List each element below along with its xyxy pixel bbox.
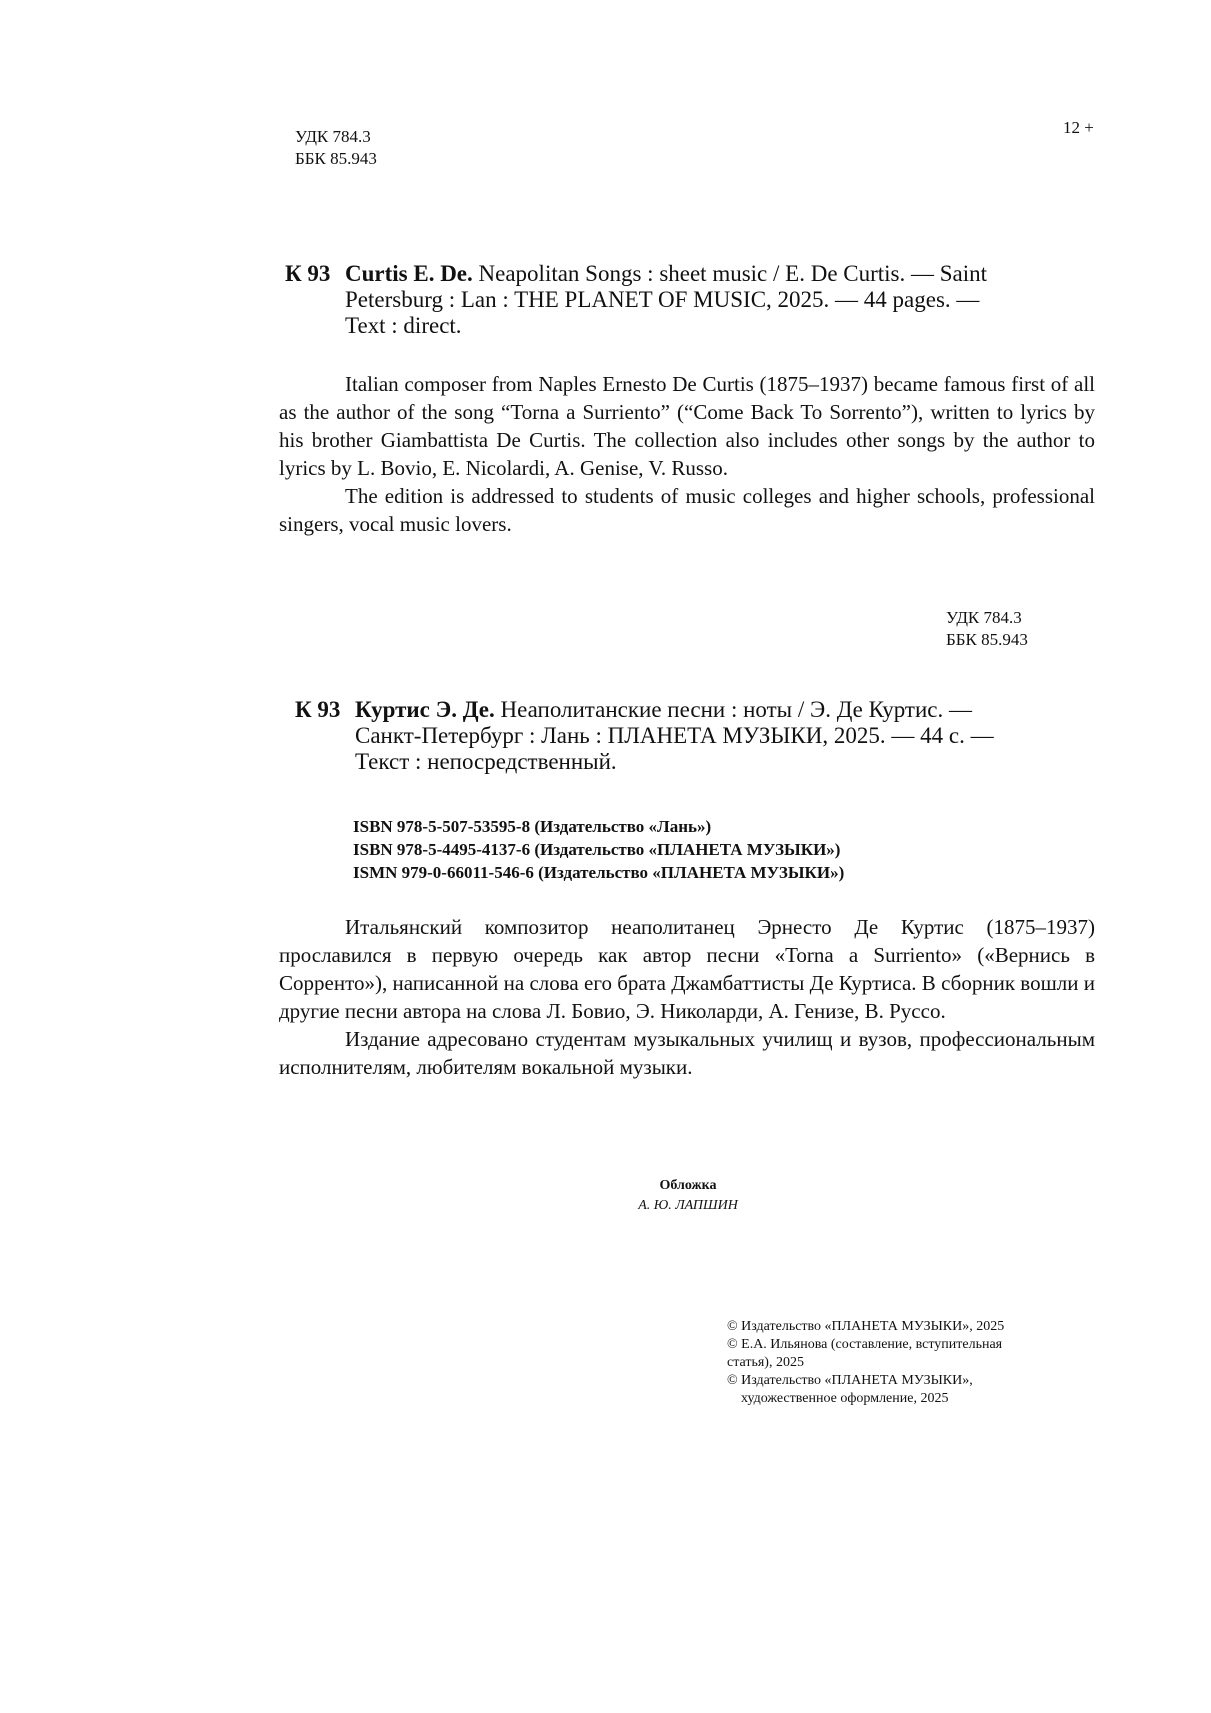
record-line-1: Неаполитанские песни : ноты / Э. Де Куртис. — xyxy=(500,697,973,722)
age-rating: 12 + xyxy=(1063,118,1094,137)
copyright-line: художественное оформление, 2025 xyxy=(741,1391,949,1406)
ismn-line: ISMN 979-0-66011-546-6 (Издательство «ПЛАНЕТА МУЗЫКИ») xyxy=(353,863,845,882)
record-author: Curtis E. De. xyxy=(345,261,473,286)
udk-code: УДК 784.3 xyxy=(295,127,371,146)
copyright-line: © Е.А. Ильянова (составление, вступительная xyxy=(727,1337,1003,1352)
annotation-ru xyxy=(279,913,1095,1081)
annotation-paragraph: The edition is addressed to students of music colleges and higher schools, professional singers, vocal music lovers. xyxy=(279,484,1095,536)
bbk-code: ББК 85.943 xyxy=(946,630,1028,649)
udk-code: УДК 784.3 xyxy=(946,608,1022,627)
annotation-paragraph: Italian composer from Naples Ernesto De Curtis (1875–1937) became famous first of all as the author of the song “Torna a Surriento” (“Come Back To Sorrento”), written to lyrics by his brother Giambattista De Curtis. The collection also includes other songs by the author to lyrics by L. Bovio, E. Nicolardi, A. Genise, V. Russo. xyxy=(279,372,1095,480)
mid-classification xyxy=(946,607,1028,651)
copyright-line: статья), 2025 xyxy=(727,1355,804,1370)
bibliographic-record-en xyxy=(285,261,1095,339)
bbk-code: ББК 85.943 xyxy=(295,149,377,168)
record-line-3: Text : direct. xyxy=(345,313,462,338)
copyright-line: © Издательство «ПЛАНЕТА МУЗЫКИ», 2025 xyxy=(727,1319,1005,1334)
record-author: Куртис Э. Де. xyxy=(355,697,495,722)
annotation-paragraph: Итальянский композитор неаполитанец Эрнесто Де Куртис (1875–1937) прославился в первую очередь как автор песни «Torna a Surriento» («Вернись в Сорренто»), написанной на слова его брата Джамбаттисты Де Куртиса. В сборник вошли и другие песни автора на слова Л. Бовио, Э. Николарди, А. Генизе, В. Руссо. xyxy=(279,915,1095,1023)
record-line-3: Текст : непосредственный. xyxy=(355,749,617,774)
record-line-1: Neapolitan Songs : sheet music / E. De Curtis. — Saint xyxy=(478,261,988,286)
isbn-block xyxy=(353,815,844,884)
top-classification xyxy=(295,126,377,170)
credit-label: Обложка xyxy=(659,1178,717,1193)
annotation-paragraph: Издание адресовано студентам музыкальных училищ и вузов, профессиональным исполнителям, любителям вокальной музыки. xyxy=(279,1027,1095,1079)
copyright-block xyxy=(727,1318,1107,1408)
isbn-line: ISBN 978-5-4495-4137-6 (Издательство «ПЛАНЕТА МУЗЫКИ») xyxy=(353,840,841,859)
annotation-en xyxy=(279,370,1095,538)
bibliographic-record-ru xyxy=(295,697,1085,775)
author-mark: К 93 xyxy=(285,261,331,286)
record-line-2: Санкт-Петербург : Лань : ПЛАНЕТА МУЗЫКИ, 2025. — 44 с. — xyxy=(355,723,994,748)
author-mark: К 93 xyxy=(295,697,341,722)
isbn-line: ISBN 978-5-507-53595-8 (Издательство «Лань») xyxy=(353,817,712,836)
credit-name: А. Ю. ЛАПШИН xyxy=(638,1198,738,1213)
cover-credit xyxy=(540,1176,836,1216)
copyright-line: © Издательство «ПЛАНЕТА МУЗЫКИ», xyxy=(727,1373,973,1388)
record-line-2: Petersburg : Lan : THE PLANET OF MUSIC, 2025. — 44 pages. — xyxy=(345,287,980,312)
